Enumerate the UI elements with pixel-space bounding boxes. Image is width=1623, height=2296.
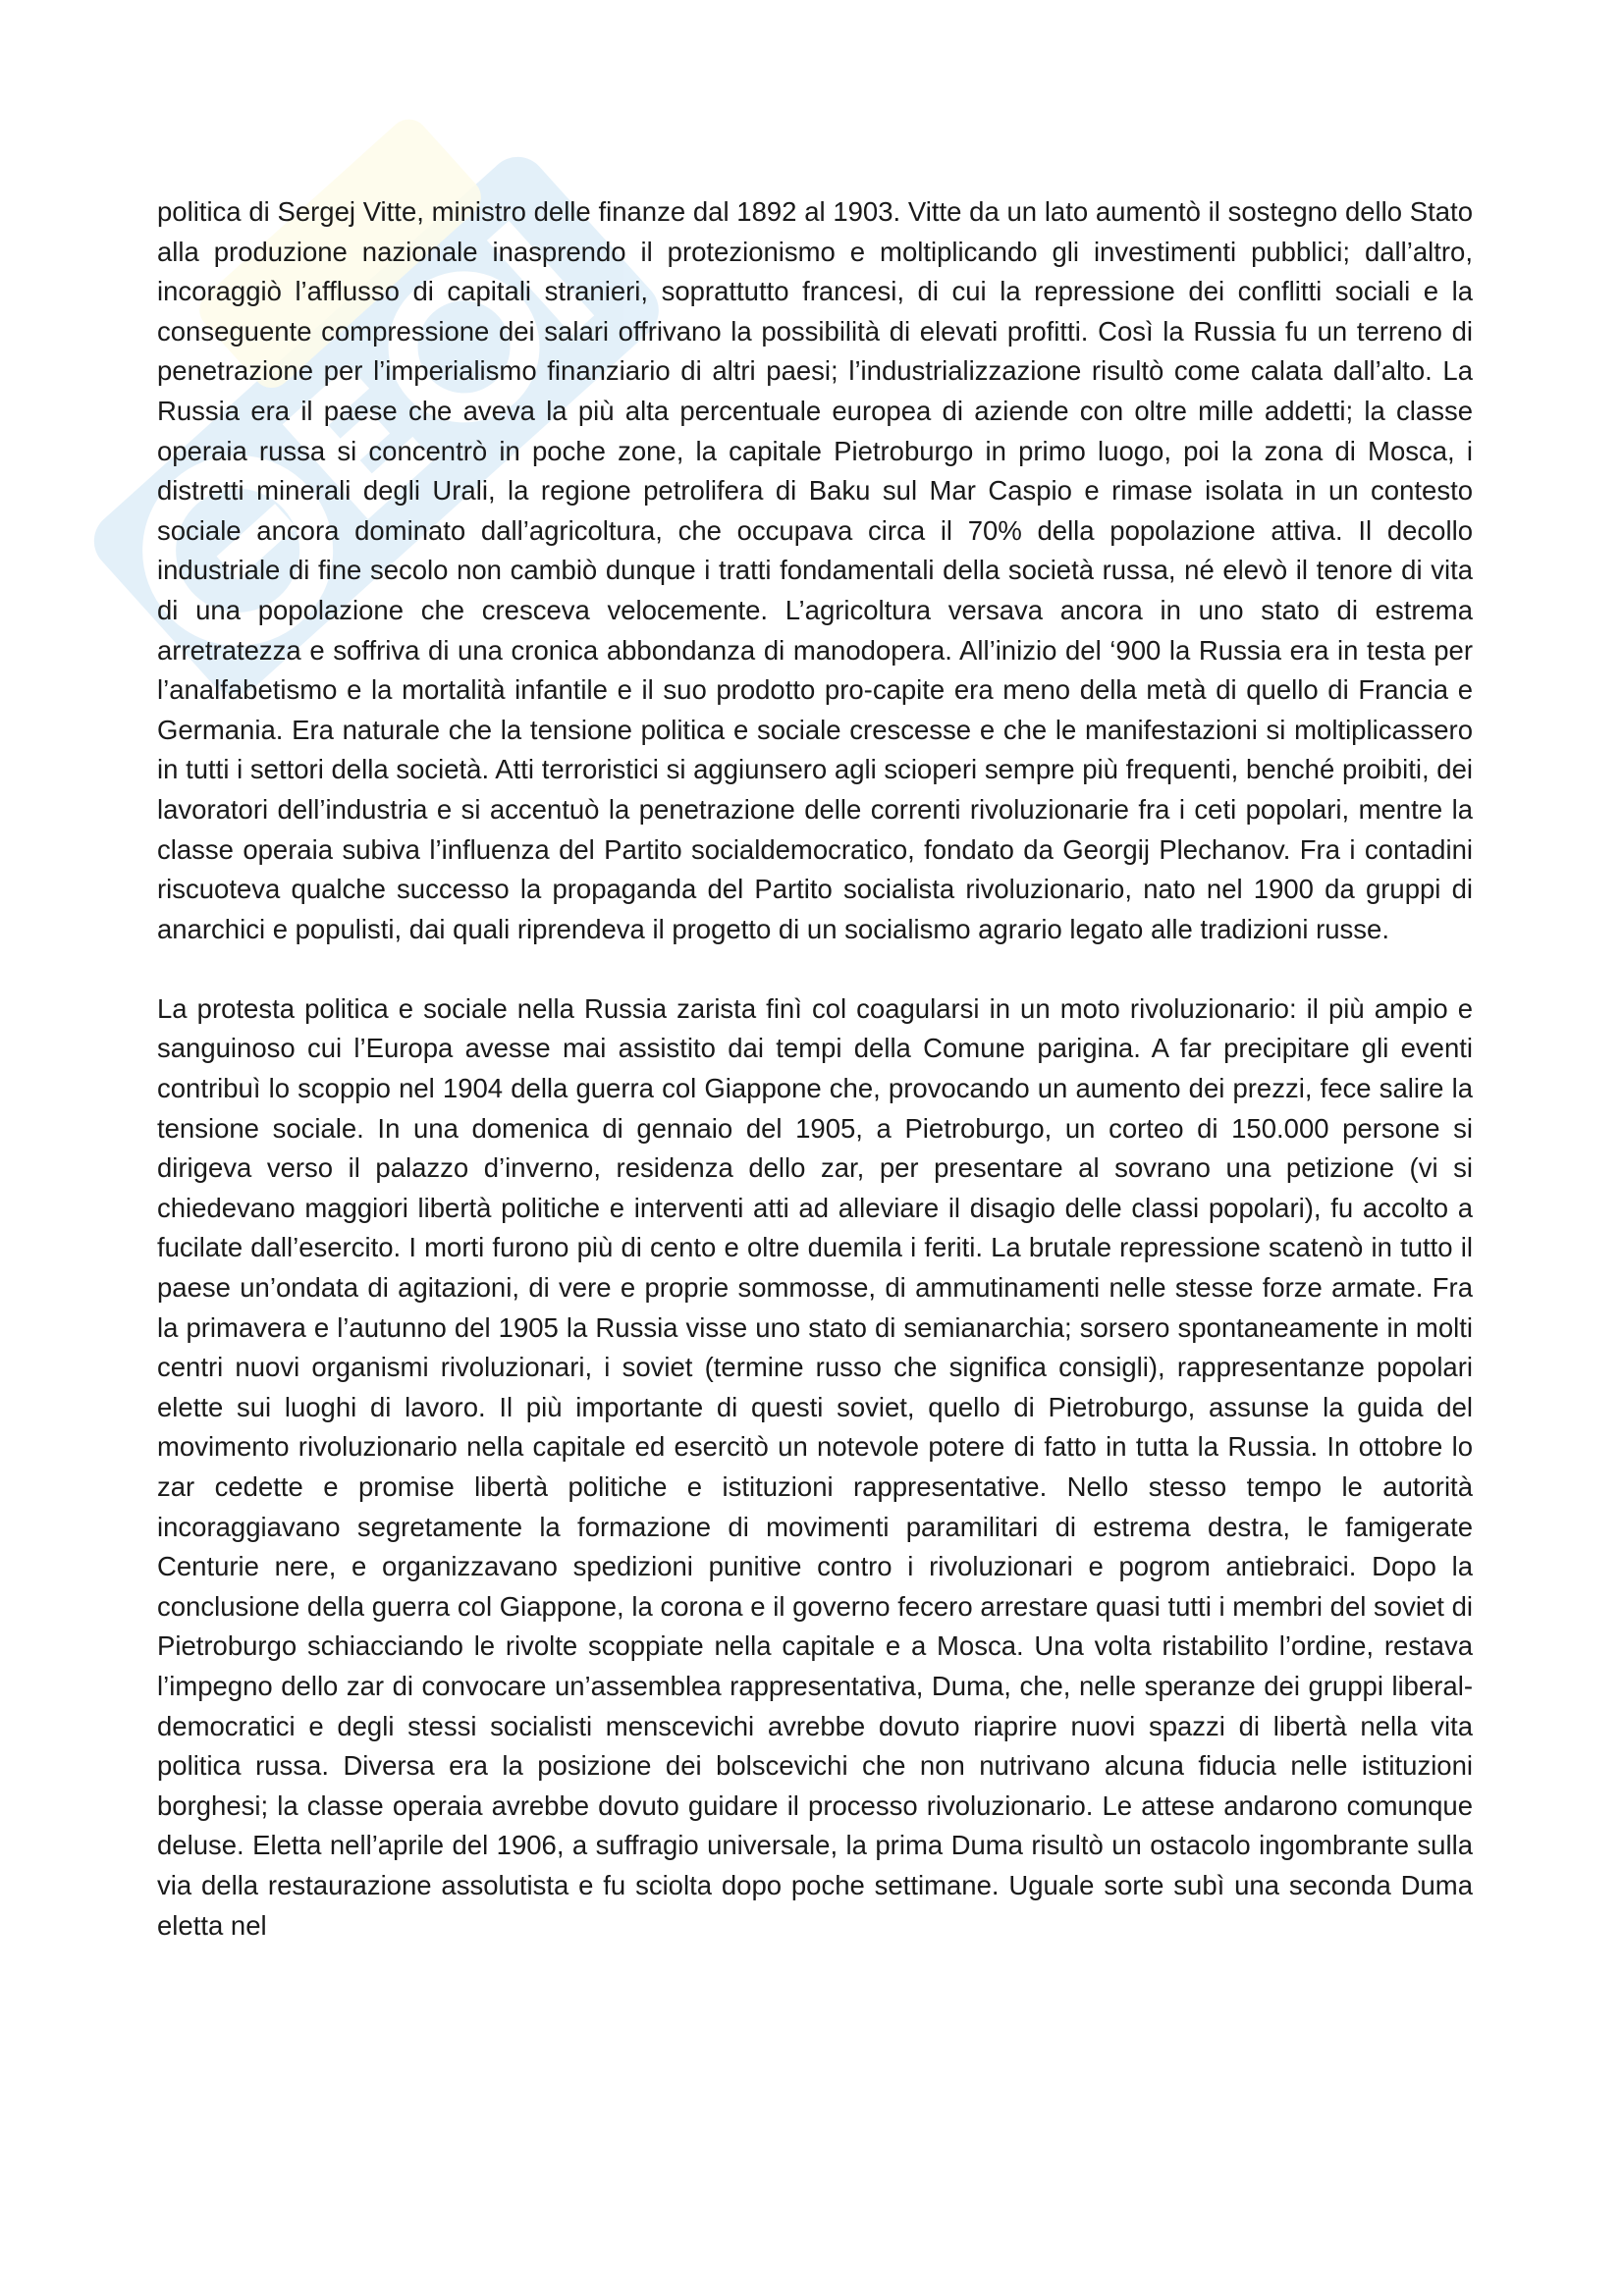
paragraph-1: politica di Sergej Vitte, ministro delle finanze dal 1892 al 1903. Vitte da un lato aumentò il sostegno dello Stato alla produzione nazionale inasprendo il protezionismo e moltiplicando gli investimenti pubblici; dall’altro, incoraggiò l’afflusso di capitali stranieri, soprattutto francesi, di cui la repressione dei conflitti sociali e la conseguente compressione dei salari offrivano la possibilità di elevati profitti. Così la Russia fu un terreno di penetrazione per l’imperialismo finanziario di altri paesi; l’industrializzazione risultò come calata dall’alto. La Russia era il paese che aveva la più alta percentuale europea di aziende con oltre mille addetti; la classe operaia russa si concentrò in poche zone, la capitale Pietroburgo in primo luogo, poi la zona di Mosca, i distretti minerali degli Urali, la regione petrolifera di Baku sul Mar Caspio e rimase isolata in un contesto sociale ancora dominato dall’agricoltura, che occupava circa il 70% della popolazione attiva. Il decollo industriale di fine secolo non cambiò dunque i tratti fondamentali della società russa, né elevò il tenore di vita di una popolazione che cresceva velocemente. L’agricoltura versava ancora in uno stato di estrema arretratezza e soffriva di una cronica abbondanza di manodopera. All’inizio del ‘900 la Russia era in testa per l’analfabetismo e la mortalità infantile e il suo prodotto pro-capite era meno della metà di quello di Francia e Germania. Era naturale che la tensione politica e sociale crescesse e che le manifestazioni si moltiplicassero in tutti i settori della società. Atti terroristici si aggiunsero agli scioperi sempre più frequenti, benché proibiti, dei lavoratori dell’industria e si accentuò la penetrazione delle correnti rivoluzionarie fra i ceti popolari, mentre la classe operaia subiva l’influenza del Partito socialdemocratico, fondato da Georgij Plechanov. Fra i contadini riscuoteva qualche successo la propaganda del Partito socialista rivoluzionario, nato nel 1900 da gruppi di anarchici e populisti, dai quali riprendeva il progetto di un socialismo agrario legato alle tradizioni russe.: [157, 196, 1473, 944]
paragraph-2: La protesta politica e sociale nella Russia zarista finì col coagularsi in un moto rivoluzionario: il più ampio e sanguinoso cui l’Europa avesse mai assistito dai tempi della Comune parigina. A far precipitare gli eventi contribuì lo scoppio nel 1904 della guerra col Giappone che, provocando un aumento dei prezzi, fece salire la tensione sociale. In una domenica di gennaio del 1905, a Pietroburgo, un corteo di 150.000 persone si dirigeva verso il palazzo d’inverno, residenza dello zar, per presentare al sovrano una petizione (vi si chiedevano maggiori libertà politiche e interventi atti ad alleviare il disagio delle classi popolari), fu accolto a fucilate dall’esercito. I morti furono più di cento e oltre duemila i feriti. La brutale repressione scatenò in tutto il paese un’ondata di agitazioni, di vere e proprie sommosse, di ammutinamenti nelle stesse forze armate. Fra la primavera e l’autunno del 1905 la Russia visse uno stato di semianarchia; sorsero spontaneamente in molti centri nuovi organismi rivoluzionari, i soviet (termine russo che significa consigli), rappresentanze popolari elette sui luoghi di lavoro. Il più importante di questi soviet, quello di Pietroburgo, assunse la guida del movimento rivoluzionario nella capitale ed esercitò un notevole potere di fatto in tutta la Russia. In ottobre lo zar cedette e promise libertà politiche e istituzioni rappresentative. Nello stesso tempo le autorità incoraggiavano segretamente la formazione di movimenti paramilitari di estrema destra, le famigerate Centurie nere, e organizzavano spedizioni punitive contro i rivoluzionari e pogrom antiebraici. Dopo la conclusione della guerra col Giappone, la corona e il governo fecero arrestare quasi tutti i membri del soviet di Pietroburgo schiacciando le rivolte scoppiate nella capitale e a Mosca. Una volta ristabilito l’ordine, restava l’impegno dello zar di convocare un’assemblea rappresentativa, Duma, che, nelle speranze dei gruppi liberal-democratici e degli stessi socialisti menscevichi avrebbe dovuto riaprire nuovi spazzi di libertà nella vita politica russa. Diversa era la posizione dei bolscevichi che non nutrivano alcuna fiducia nelle istituzioni borghesi; la classe operaia avrebbe dovuto guidare il processo rivoluzionario. Le attese andarono comunque deluse. Eletta nell’aprile del 1906, a suffragio universale, la prima Duma risultò un ostacolo ingombrante sulla via della restaurazione assolutista e fu sciolta dopo poche settimane. Uguale sorte subì una seconda Duma eletta nel: [157, 992, 1473, 1941]
document-body: [157, 192, 1473, 1946]
